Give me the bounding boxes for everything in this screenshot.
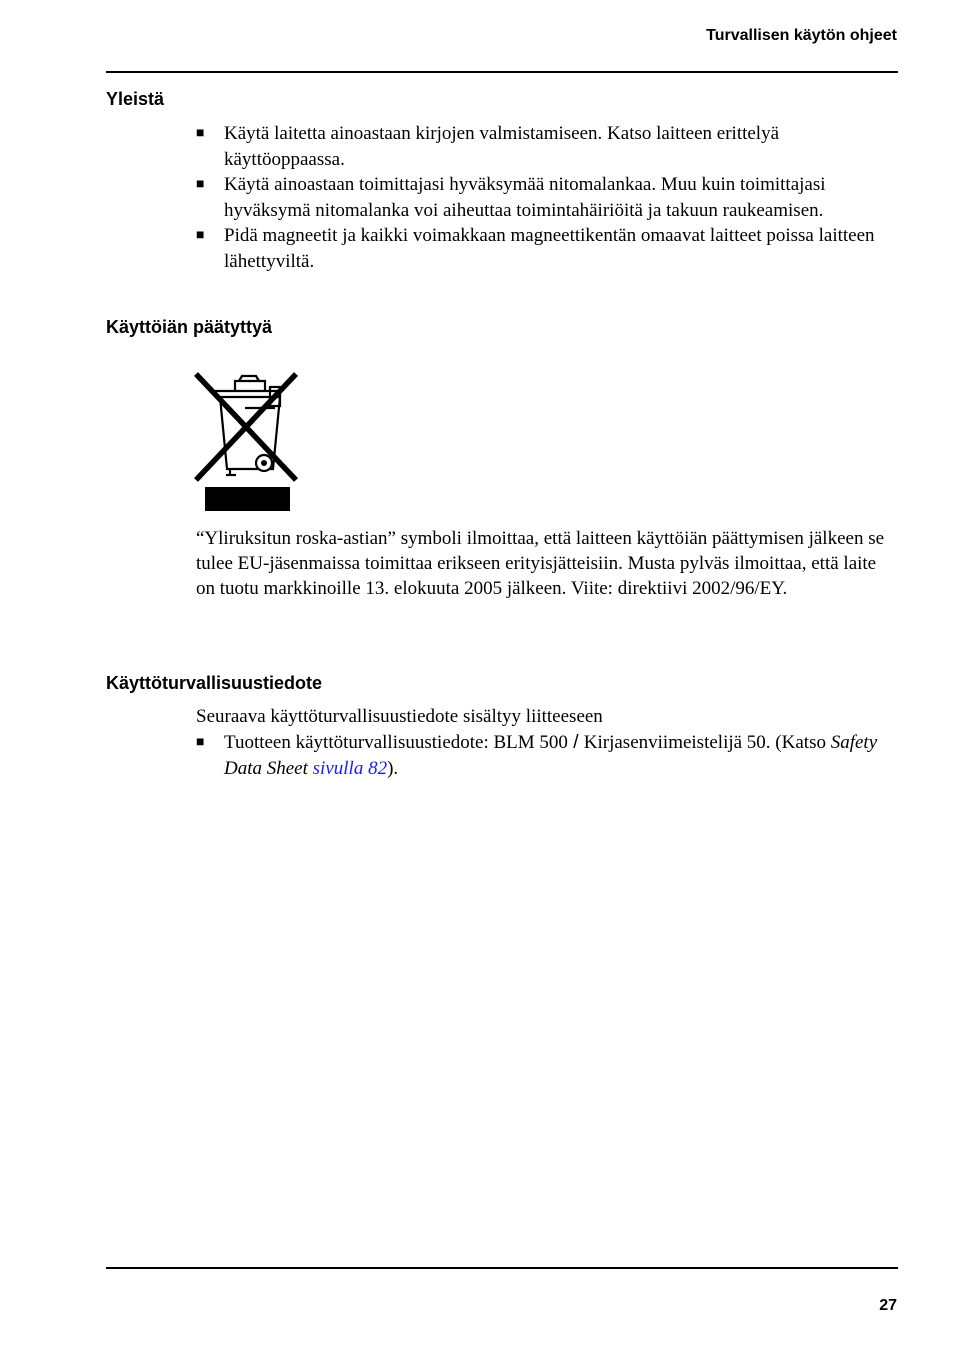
running-head: Turvallisen käytön ohjeet [706,27,897,44]
product-name: Kirjasenviimeistelijä 50. (Katso [583,732,831,753]
list-item-text: Käytä laitetta ainoastaan kirjojen valmistamiseen. Katso laitteen erittelyä käyttöoppaassa. [224,123,780,170]
section-heading-general: Yleistä [106,89,165,109]
document-title: Safety Data Sheet [224,732,878,779]
square-bullet-icon: ■ [196,735,205,750]
crossed-out-wheelie-bin-icon [190,369,302,515]
page-number: 27 [879,1297,897,1314]
general-bullet-list [196,121,896,274]
list-item [196,730,896,781]
weee-description: “Yliruksitun roska-astian” symboli ilmoittaa, että laitteen käyttöiän päättymisen jälkeen se tulee EU-jäsenmaissa toimittaa erikseen erityisjätteisiin. Musta pylväs ilmoittaa, että laite on tuotu markkinoille 13. elokuuta 2005 jälkeen. Viite: direktiivi 2002/96/EY. [196,528,885,599]
safety-sheet-lead: Tuotteen käyttöturvallisuustiedote: BLM 500 [224,732,568,753]
list-item [196,172,896,223]
top-rule [106,71,898,73]
square-bullet-icon: ■ [196,228,205,243]
section-heading-safety-data: Käyttöturvallisuustiedote [106,673,323,693]
safety-data-intro: Seuraava käyttöturvallisuustiedote sisältyy liitteeseen [196,706,603,727]
bottom-rule [106,1267,898,1269]
closing-paren: ). [387,757,399,779]
safety-data-bullet-list [196,730,896,781]
page-reference-link[interactable]: sivulla 82 [312,757,388,779]
square-bullet-icon: ■ [196,177,205,192]
square-bullet-icon: ■ [196,126,205,141]
separator: / [567,732,584,753]
section-heading-end-of-life: Käyttöiän päätyttyä [106,317,273,337]
list-item-text: Pidä magneetit ja kaikki voimakkaan magneettikentän omaavat laitteet poissa laitteen lähettyviltä. [224,225,875,272]
list-item-text: Käytä ainoastaan toimittajasi hyväksymää nitomalankaa. Muu kuin toimittajasi hyväksymä nitomalanka voi aiheuttaa toimintahäiriöitä ja takuun raukeamisen. [224,174,826,221]
list-item [196,223,896,274]
list-item [196,121,896,172]
